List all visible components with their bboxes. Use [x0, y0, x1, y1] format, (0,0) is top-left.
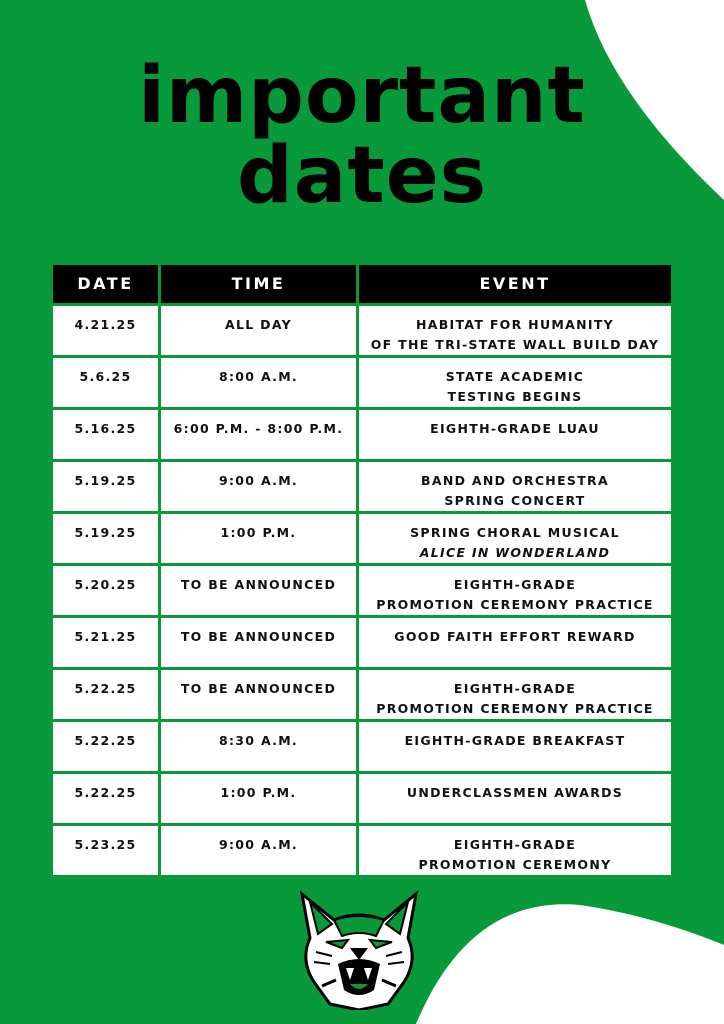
date-cell: 5.22.25: [53, 670, 158, 719]
event-line-1: BAND AND ORCHESTRA: [421, 473, 609, 488]
event-cell: [359, 306, 671, 355]
event-line-1: HABITAT FOR HUMANITY: [415, 317, 614, 332]
time-cell: TO BE ANNOUNCED: [161, 618, 356, 667]
table-row: [53, 306, 671, 355]
table-row: [53, 566, 671, 615]
time-cell: ALL DAY: [161, 306, 356, 355]
event-line-1: UNDERCLASSMEN AWARDS: [406, 785, 624, 800]
table-row: [53, 774, 671, 823]
header-time: TIME: [161, 265, 356, 303]
table-body: [53, 306, 671, 875]
time-cell: 9:00 A.M.: [161, 826, 356, 875]
event-line-2: PROMOTION CEREMONY PRACTICE: [376, 701, 654, 716]
title-line-2: dates: [236, 131, 488, 221]
date-cell: 5.6.25: [53, 358, 158, 407]
event-line-2: OF THE TRI-STATE WALL BUILD DAY: [370, 337, 660, 352]
date-cell: 5.22.25: [53, 722, 158, 771]
event-line-1: GOOD FAITH EFFORT REWARD: [394, 629, 636, 644]
time-cell: 1:00 P.M.: [161, 774, 356, 823]
time-cell: 8:30 A.M.: [161, 722, 356, 771]
time-cell: TO BE ANNOUNCED: [161, 670, 356, 719]
event-line-1: EIGHTH-GRADE: [453, 837, 577, 852]
table-header-row: [53, 265, 671, 303]
table-row: [53, 826, 671, 875]
table-row: [53, 618, 671, 667]
event-cell: [359, 722, 671, 771]
event-cell: [359, 514, 671, 563]
table-row: [53, 462, 671, 511]
bottom-right-blob: [416, 904, 724, 1024]
table-row: [53, 358, 671, 407]
date-cell: 5.21.25: [53, 618, 158, 667]
event-cell: [359, 670, 671, 719]
event-cell: [359, 358, 671, 407]
event-line-1: EIGHTH-GRADE: [453, 681, 577, 696]
date-cell: 5.19.25: [53, 514, 158, 563]
event-line-2: SPRING CONCERT: [444, 493, 586, 508]
event-line-2: PROMOTION CEREMONY PRACTICE: [376, 597, 654, 612]
event-line-1: EIGHTH-GRADE: [453, 577, 577, 592]
time-cell: 1:00 P.M.: [161, 514, 356, 563]
event-cell: [359, 462, 671, 511]
event-line-2: ALICE IN WONDERLAND: [419, 545, 611, 560]
table-row: [53, 410, 671, 459]
date-cell: 5.16.25: [53, 410, 158, 459]
event-cell: [359, 826, 671, 875]
date-cell: 5.23.25: [53, 826, 158, 875]
time-cell: 6:00 P.M. - 8:00 P.M.: [161, 410, 356, 459]
page-title: [0, 51, 724, 221]
time-cell: 9:00 A.M.: [161, 462, 356, 511]
event-line-2: PROMOTION CEREMONY: [418, 857, 612, 872]
date-cell: 5.20.25: [53, 566, 158, 615]
event-line-1: EIGHTH-GRADE BREAKFAST: [404, 733, 626, 748]
header-date: DATE: [53, 265, 158, 303]
time-cell: 8:00 A.M.: [161, 358, 356, 407]
event-cell: [359, 774, 671, 823]
event-cell: [359, 410, 671, 459]
dates-table: [53, 265, 671, 875]
header-event: EVENT: [359, 265, 671, 303]
date-cell: 5.19.25: [53, 462, 158, 511]
event-line-1: SPRING CHORAL MUSICAL: [410, 525, 620, 540]
time-cell: TO BE ANNOUNCED: [161, 566, 356, 615]
title-line-1: important: [138, 51, 586, 141]
table-row: [53, 670, 671, 719]
date-cell: 5.22.25: [53, 774, 158, 823]
date-cell: 4.21.25: [53, 306, 158, 355]
event-line-2: TESTING BEGINS: [447, 389, 583, 404]
event-line-1: EIGHTH-GRADE LUAU: [430, 421, 600, 436]
event-line-1: STATE ACADEMIC: [445, 369, 585, 384]
event-cell: [359, 618, 671, 667]
table-row: [53, 514, 671, 563]
table-row: [53, 722, 671, 771]
wildcat-mascot-icon: [296, 890, 422, 1010]
event-cell: [359, 566, 671, 615]
